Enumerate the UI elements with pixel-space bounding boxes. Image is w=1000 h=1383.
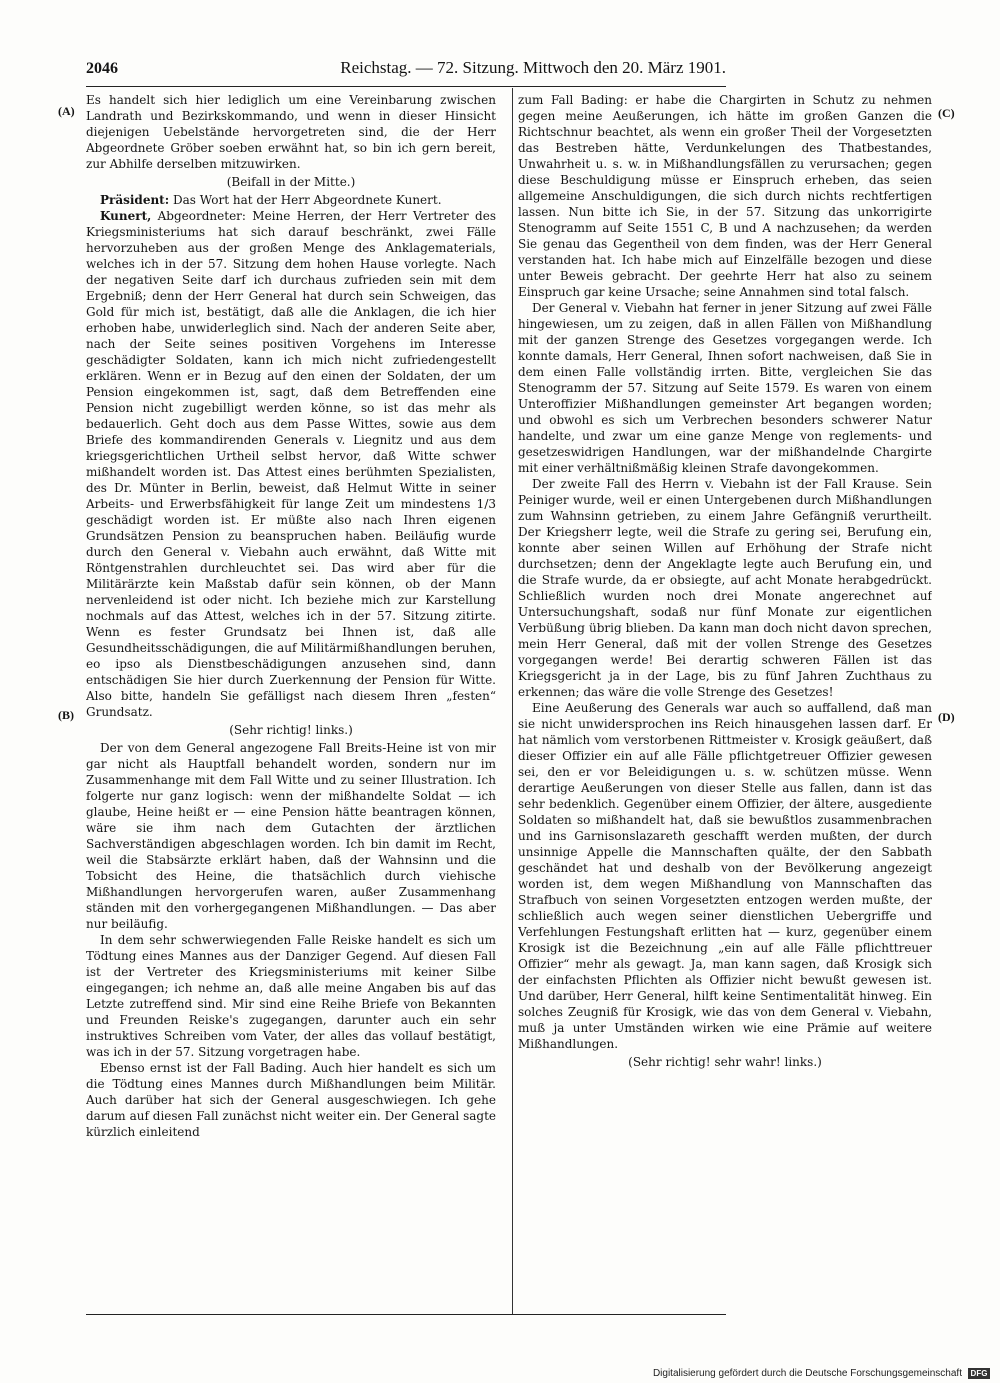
- credit-text: Digitalisierung gefördert durch die Deutsche Forschungsgemeinschaft: [652, 1367, 962, 1379]
- footer-rule: [86, 1314, 726, 1315]
- speaker-paragraph: Präsident: Das Wort hat der Herr Abgeordnete Kunert.: [100, 193, 442, 207]
- paragraph: Eine Aeußerung des Generals war auch so auffallend, daß man sie nicht unwidersprochen ins Reich hinausgehen lassen darf. Er hat nämlich vom verstorbenen Rittmeister v. Krosigk geäußert, daß dieser Offizier ein auf alle Fälle pflichtgetreuer Offizier gewesen sei, den er vor Beleidigungen u. s. w. schützen müsse. Wenn derartige Aeußerungen von dieser Stelle aus fallen, dann ist das sehr bedenklich. Gegenüber einem Offizier, der ältere, ausgediente Soldaten so mißhandelt hat, daß sie bewußtlos zusammenbrachen und ins Garnisonslazareth geschafft werden mußten, der durch unsinnige Appelle die Mannschaften quälte, der den Sabbath geschändet hat und deshalb von der Bevölkerung angezeigt worden ist, dem wegen Mißhandlung von Mannschaften das Strafbuch von seinen Vorgesetzten entzogen werden mußte, der schließlich auch wegen seiner dienstlichen Uebergriffe und Verfehlungen Festungshaft erlitten hat — kurz, gegenüber einem Krosigk ist die Bezeichnung „ein auf alle Fälle pflichttreuer Offizier“ mehr als gewagt. Ja, man kann sagen, daß Krosigk sich der einfachsten Pflichten als Offizier nicht bewußt gewesen ist. Und darüber, Herr General, hilft keine Sentimentalität hinweg. Ein solches Zeugniß für Krosigk, wie das von dem General v. Viebahn, muß ja unter Umständen wirken wie eine Prämie auf weitere Mißhandlungen.: [518, 701, 932, 1051]
- margin-note-b: (B): [58, 708, 74, 722]
- running-head: Reichstag. — 72. Sitzung. Mittwoch den 20. März 1901.: [340, 58, 726, 77]
- speaker-name: Präsident:: [100, 193, 170, 207]
- margin-note-d: (D): [938, 710, 955, 724]
- paragraph: Der von dem General angezogene Fall Breits-Heine ist von mir gar nicht als Hauptfall behandelt worden, sondern nur im Zusammenhange mit dem Fall Witte und zu seiner Illustration. Ich folgerte nur ganz logisch: wenn der mißhandelte Soldat — ich glaube, Heine heißt er — eine Pension hätte beantragen können, wäre sie ihm nach dem Gutachten der ärztlichen Sachverständigen abgeschlagen worden. Ich bin damit im Recht, weil die Stabsärzte erklärt haben, daß der Wahnsinn und die Tobsicht des Heine, die thatsächlich durch viehische Mißhandlungen hervorgerufen waren, außer Zusammenhang ständen mit den vorhergegangenen Mißhandlungen. — Das aber nur beiläufig.: [86, 741, 496, 931]
- running-header: [86, 58, 726, 84]
- paragraph: zum Fall Bading: er habe die Chargirten in Schutz zu nehmen gegen meine Aeußerungen, ich hätte im großen Ganzen die Richtschnur beachtet, als wenn ein großer Theil der Vorgesetzten das Bestreben hätte, Verdunkelungen des Thatbestandes, Unwahrheit u. s. w. in Mißhandlungsfällen zu verursachen; gegen diese Beschuldigung müsse er Einspruch erheben, das seien allgemeine Anschuldigungen, die sich durch nichts rechtfertigen lassen. Nun bitte ich Sie, in der 57. Sitzung das unkorrigirte Stenogramm auf Seite 1551 C, B und A nachzusehen; da werden Sie genau das Gegentheil von dem finden, was der Herr General verstanden hat. Ich habe mich auf Einzelfälle bezogen und diese unter Beweis gebracht. Der geehrte Herr hat also zu seinem Einspruch gar keine Ursache; seine Annahmen sind total falsch.: [518, 93, 932, 299]
- column-divider: [512, 88, 513, 1314]
- interjection: (Beifall in der Mitte.): [226, 175, 356, 189]
- interjection: (Sehr richtig! sehr wahr! links.): [628, 1055, 822, 1069]
- interjection: (Sehr richtig! links.): [229, 723, 353, 737]
- speaker-name: Kunert,: [100, 209, 152, 223]
- header-rule: [86, 86, 726, 87]
- digitization-credit: [653, 1367, 990, 1379]
- left-column: [86, 92, 496, 1312]
- page-number: 2046: [86, 60, 118, 77]
- paragraph: Der General v. Viebahn hat ferner in jener Sitzung auf zwei Fälle hingewiesen, um zu zeigen, daß in allen Fällen von Mißhandlung mit der ganzen Strenge des Gesetzes vorgegangen werde. Ich konnte damals, Herr General, Ihnen sofort nachweisen, daß Sie in dem einen Falle vollständig irrten. Bitte, vergleichen Sie das Stenogramm der 57. Sitzung auf Seite 1579. Es waren von einem Unteroffizier Mißhandlungen gemeinster Art begangen worden; und obwohl es sich um Verbrechen besonders schwerer Natur handelte, und zwar um eine ganze Menge von reglements- und gesetzeswidrigen Handlungen, war der mißhandelnde Chargirte mit einer verhältnißmäßig kleinen Strafe davongekommen.: [518, 301, 932, 475]
- paragraph: Ebenso ernst ist der Fall Bading. Auch hier handelt es sich um die Tödtung eines Mannes durch Mißhandlungen beim Militär. Auch darüber hat sich der General ausgeschwiegen. Ich gehe darum auf diesen Fall zunächst nicht weiter ein. Der General sagte kürzlich einleitend: [86, 1061, 496, 1139]
- right-column: [518, 92, 932, 1312]
- margin-note-a: (A): [58, 104, 75, 118]
- dfg-logo-icon: DFG: [968, 1368, 990, 1379]
- speech-paragraph: Kunert, Abgeordneter: Meine Herren, der Herr Vertreter des Kriegsministeriums hat sich darauf beschränkt, zwei Fälle hervorzuheben aus der großen Menge des Anklagematerials, welches ich in der 57. Sitzung dem hohen Hause vorlegte. Nach der negativen Seite darf ich durchaus zufrieden sein mit dem Ergebniß; denn der Herr General hat durch sein Schweigen, das Gold für mich ist, bestätigt, daß alle die Anklagen, die ich hier erhoben habe, unwiderleglich sind. Nach der anderen Seite aber, nach der Seite seines positiven Vorgehens im Interesse geschädigter Soldaten, kann ich mich nicht zufriedengestellt erklären. Wenn er in Bezug auf den einen der Soldaten, der um Pension eingekommen ist, sagt, daß dem Betreffenden eine Pension nicht zugebilligt werden könne, so ist das mehr als bedauerlich. Geht doch aus dem Passe Wittes, sowie aus dem Briefe des kommandirenden Generals v. Liegnitz und aus dem kriegsgerichtlichen Urtheil selbst hervor, daß Witte schwer mißhandelt worden ist. Das Attest eines berühmten Spezialisten, des Dr. Münter in Berlin, beweist, daß Helmut Witte in seiner Arbeits- und Erwerbsfähigkeit für lange Zeit um mindestens 1/3 geschädigt worden ist. Er müßte also nach Ihren eigenen Grundsätzen Pension zu beanspruchen haben. Beiläufig wurde durch den General v. Viebahn auch erwähnt, daß Witte mit Röntgenstrahlen durchleuchtet sei. Das wird aber für die Militärärzte kein Maßstab dafür sein können, ob der Mann nervenleidend ist oder nicht. Ich beziehe mich zur Karstellung nochmals auf das Attest, welches ich in der 57. Sitzung zitirte. Wenn es fester Grundsatz bei Ihnen ist, daß alle Gesundheitsschädigungen, die auf Militärmißhandlungen beruhen, eo ipso als Dienstbeschädigungen anzusehen sind, dann entschädigen Sie hier durch Zuerkennung der Pension für Witte. Also bitte, handeln Sie gefälligst nach diesem Ihren „festen“ Grundsatz.: [86, 209, 496, 719]
- paragraph: Es handelt sich hier lediglich um eine Vereinbarung zwischen Landrath und Bezirkskommando, und wenn in dieser Hinsicht diejenigen Uebelstände hervorgetreten sind, die der Herr Abgeordnete Gröber soeben erwähnt hat, so bin ich gern bereit, zur Abhilfe derselben mitzuwirken.: [86, 93, 496, 171]
- paragraph: Der zweite Fall des Herrn v. Viebahn ist der Fall Krause. Sein Peiniger wurde, weil er einen Untergebenen durch Mißhandlungen zum Wahnsinn getrieben, zu einem Jahre Gefängniß verurtheilt. Der Kriegsherr legte, weil die Strafe zu gering sei, Berufung ein, konnte aber seinen Willen auf Erhöhung der Strafe nicht durchsetzen; denn der Angeklagte legte auch Berufung ein, und die Strafe wurde, da er obsiegte, auf acht Monate herabgedrückt. Schließlich wurden noch drei Monate angerechnet auf Untersuchungshaft, sodaß nur fünf Monate zur eigentlichen Verbüßung übrig blieben. Da kann man doch nicht davon sprechen, mein Herr General, daß mit der vollen Strenge des Gesetzes vorgegangen werde! Bei derartig schweren Fällen ist das Kriegsgericht ja in der Lage, bis zu fünf Jahren Zuchthaus zu erkennen; das wäre die volle Strenge des Gesetzes!: [518, 477, 932, 699]
- paragraph: In dem sehr schwerwiegenden Falle Reiske handelt es sich um Tödtung eines Mannes aus der Danziger Gegend. Auf diesen Fall ist der Vertreter des Kriegsministeriums mit keiner Silbe eingegangen; ich nehme an, daß alle meine Angaben bis auf das Letzte zutreffend sind. Mir sind eine Reihe Briefe von Bekannten und Freunden Reiske's zugegangen, darunter auch ein sehr instruktives Schreiben vom Vater, der alles das vollauf bestätigt, was ich in der 57. Sitzung vorgetragen habe.: [86, 933, 496, 1059]
- margin-note-c: (C): [938, 106, 955, 120]
